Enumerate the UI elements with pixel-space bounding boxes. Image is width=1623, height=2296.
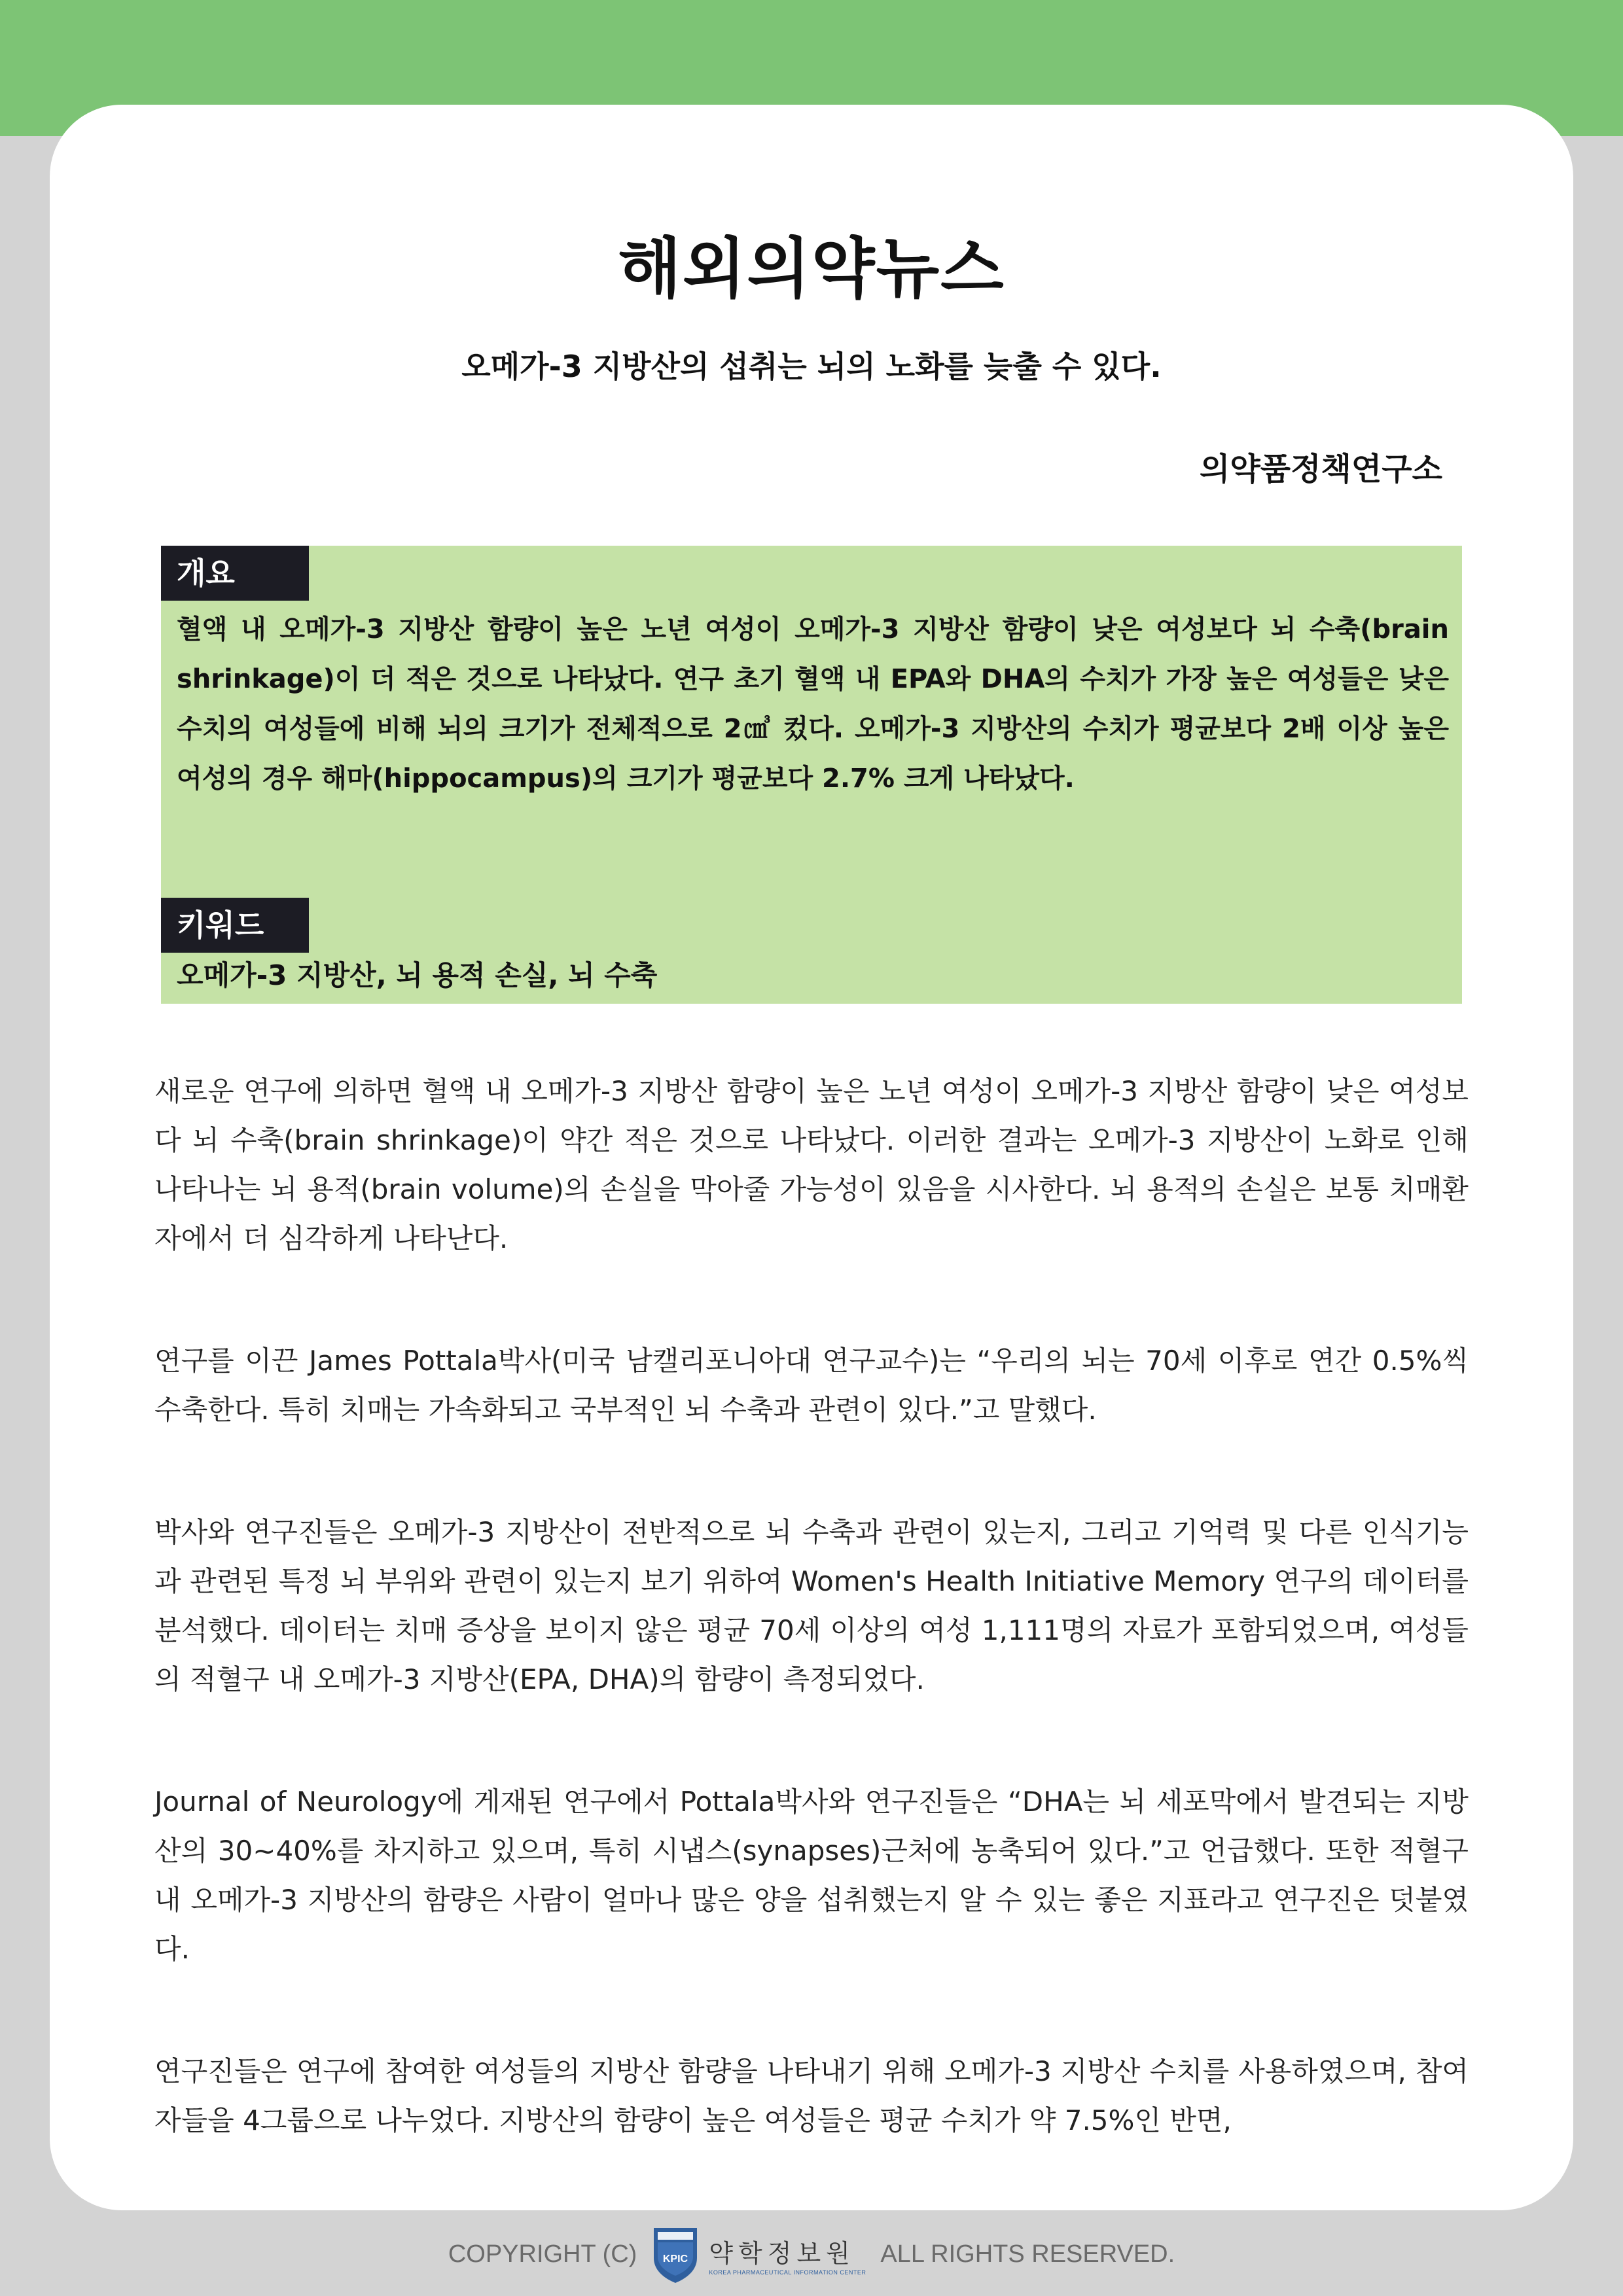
- rights-text: ALL RIGHTS RESERVED.: [880, 2240, 1175, 2268]
- logo-korean-text: 약학정보원: [709, 2238, 855, 2268]
- keyword-label: 키워드: [161, 898, 309, 953]
- page-title: 해외의약뉴스: [618, 230, 1005, 307]
- kpic-badge-text: KPIC: [663, 2253, 688, 2265]
- kpic-logo: [651, 2224, 866, 2284]
- article-headline: 오메가-3 지방산의 섭취는 뇌의 노화를 늦출 수 있다.: [461, 349, 1162, 384]
- body-paragraph: 연구를 이끈 James Pottala박사(미국 남캘리포니아대 연구교수)는 “우리의 뇌는 70세 이후로 연간 0.5%씩 수축한다. 특히 치매는 가속화되고 국부적인 뇌 수축과 관련이 있다.”고 말했다.: [154, 1345, 1469, 1426]
- overview-label: 개요: [161, 546, 309, 601]
- body-paragraph: 새로운 연구에 의하면 혈액 내 오메가-3 지방산 함량이 높은 노년 여성이 오메가-3 지방산 함량이 낮은 여성보다 뇌 수축(brain shrinkage)이 약간 적은 것으로 나타났다. 이러한 결과는 오메가-3 지방산이 노화로 인해 나타나는 뇌 용적(brain volume)의 손실을 막아줄 가능성이 있음을 시사한다. 뇌 용적의 손실은 보통 치매환자에서 더 심각하게 나타난다.: [154, 1075, 1469, 1254]
- kpic-shield-icon: [651, 2224, 700, 2284]
- logo-english-text: KOREA PHARMACEUTICAL INFORMATION CENTER: [709, 2269, 866, 2276]
- footer: [0, 2225, 1623, 2284]
- body-paragraph: 박사와 연구진들은 오메가-3 지방산이 전반적으로 뇌 수축과 관련이 있는지, 그리고 기억력 및 다른 인식기능과 관련된 특정 뇌 부위와 관련이 있는지 보기 위하여 Women's Health Initiative Memory 연구의 데이터를 분석했다. 데이터는 치매 증상을 보이지 않은 평균 70세 이상의 여성 1,111명의 자료가 포함되었으며, 여성들의 적혈구 내 오메가-3 지방산(EPA, DHA)의 함량이 측정되었다.: [154, 1516, 1469, 1695]
- summary-box: [161, 546, 1462, 1004]
- copyright-text: COPYRIGHT (C): [448, 2240, 637, 2268]
- overview-text: 혈액 내 오메가-3 지방산 함량이 높은 노년 여성이 오메가-3 지방산 함량이 낮은 여성보다 뇌 수축(brain shrinkage)이 더 적은 것으로 나타났다. 연구 초기 혈액 내 EPA와 DHA의 수치가 가장 높은 여성들은 낮은 수치의 여성들에 비해 뇌의 크기가 전체적으로 2㎤ 컸다. 오메가-3 지방산의 수치가 평균보다 2배 이상 높은 여성의 경우 해마(hippocampus)의 크기가 평균보다 2.7% 크게 나타났다.: [177, 614, 1449, 794]
- keyword-text: 오메가-3 지방산, 뇌 용적 손실, 뇌 수축: [177, 959, 658, 991]
- body-paragraph: 연구진들은 연구에 참여한 여성들의 지방산 함량을 나타내기 위해 오메가-3 지방산 수치를 사용하였으며, 참여자들을 4그룹으로 나누었다. 지방산의 함량이 높은 여성들은 평균 수치가 약 7.5%인 반면,: [154, 2055, 1469, 2136]
- body-paragraph: Journal of Neurology에 게재된 연구에서 Pottala박사와 연구진들은 “DHA는 뇌 세포막에서 발견되는 지방산의 30~40%를 차지하고 있으며, 특히 시냅스(synapses)근처에 농축되어 있다.”고 언급했다. 또한 적혈구 내 오메가-3 지방산의 함량은 사람이 얼마나 많은 양을 섭취했는지 알 수 있는 좋은 지표라고 연구진은 덧붙였다.: [154, 1786, 1469, 1965]
- publisher-name: 의약품정책연구소: [1200, 451, 1442, 487]
- article-body: [154, 1067, 1469, 2218]
